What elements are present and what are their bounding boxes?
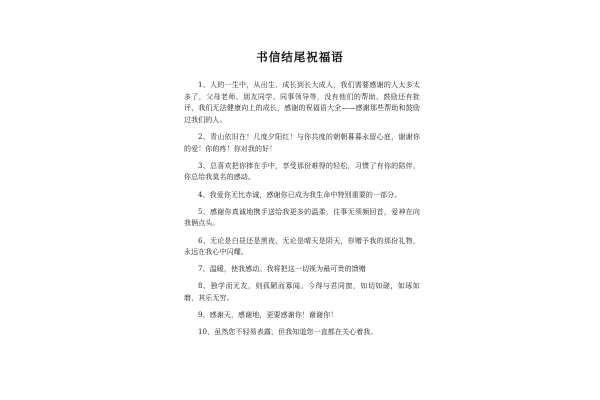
document-title: 书信结尾祝福语 xyxy=(256,50,344,64)
paragraph-3: 3、总喜欢把你捧在手中，享受那份难得的轻松，习惯了有你的陪伴，你总给我莫名的感动。 xyxy=(184,161,420,182)
paragraph-2: 2、青山依旧在！几度夕阳红！与你共度的朝朝暮暮永留心底，谢谢你的爱！你的疼！你对我的好！ xyxy=(184,132,420,153)
paragraph-4: 4、我爱你无比赤诚，感谢你已成为我生命中特别重要的一部分。 xyxy=(198,190,402,199)
paragraph-10: 10、虽然您不轻易表露，但我知道您一直都在关心着我。 xyxy=(198,328,378,337)
paragraph-6: 6、无论是白昼还是黑夜，无论是晴天是阴天，你赠予我的那份礼物，永远在我心中闪耀。 xyxy=(184,236,420,257)
document-body xyxy=(184,80,420,345)
paragraph-5: 5、感谢你真诚地携手送给我更多的温柔，往事无须频回首，爱神在向我俩点头。 xyxy=(184,207,420,228)
paragraph-1: 1、人的一生中，从出生、成长到长大成人，我们需要感谢的人太多太多了，父母老师、朋友同学、同事领导等，没有他们的帮助、鼓励还有批评，我们无法健康向上的成长，感谢的祝福语大全——感谢那些帮助和鼓励过我们的人。 xyxy=(184,81,420,124)
paragraph-8: 8、独学而无友，则孤陋而寡闻。今得与君同窗，如切如磋，如琢如磨，其乐无穷。 xyxy=(184,282,420,303)
paragraph-7: 7、温暖，使我感动。我将把这一切视为最可贵的馈赠 xyxy=(198,265,366,274)
paragraph-9: 9、感谢天，感谢地，更要感谢你！谢谢你！ xyxy=(198,311,338,320)
